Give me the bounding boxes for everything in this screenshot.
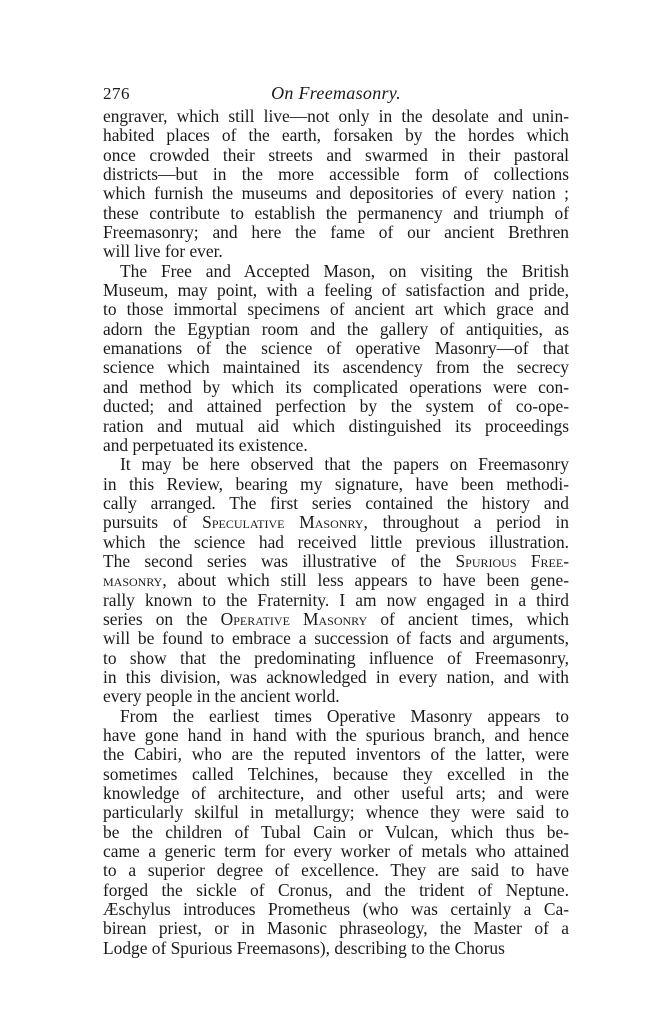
book-page: [103, 84, 569, 958]
text-line: Lodge of Spurious Freemasons), describing to the Chorus: [103, 937, 505, 958]
small-caps-term: Speculative Masonry: [202, 512, 364, 533]
text-line: in this Review, bearing my signature, have been methodi-: [103, 473, 569, 494]
text-line: to those immortal specimens of ancient art which grace and: [103, 299, 569, 320]
text-line: which furnish the museums and depositories of every nation ;: [103, 183, 569, 204]
text-line: Æschylus introduces Prometheus (who was certainly a Ca-: [103, 899, 569, 920]
text-line: masonry, about which still less appears to have been gene-: [103, 570, 569, 591]
paragraph: [103, 107, 569, 262]
text-line: particularly skilful in metallurgy; whence they were said to: [103, 802, 569, 823]
text-line: to a superior degree of excellence. They are said to have: [103, 860, 569, 881]
text-line: districts—but in the more accessible form of collections: [103, 164, 569, 185]
text-line: engraver, which still live—not only in the desolate and unin-: [103, 106, 569, 126]
body-text: [103, 107, 569, 958]
text-line: ration and mutual aid which distinguished its proceedings: [103, 415, 569, 436]
text-line: emanations of the science of operative Masonry—of that: [103, 338, 569, 359]
page-number: 276: [103, 84, 130, 103]
text-line: The second series was illustrative of the Spurious Free-: [103, 550, 569, 571]
text-line: pursuits of Speculative Masonry, throughout a period in: [103, 512, 569, 533]
paragraph: [103, 707, 569, 958]
text-line: and method by which its complicated operations were con-: [103, 376, 569, 397]
text-line: Freemasonry; and here the fame of our ancient Brethren: [103, 222, 569, 243]
text-line: Museum, may point, with a feeling of satisfaction and pride,: [103, 280, 569, 301]
text-line: these contribute to establish the permanency and triumph of: [103, 202, 569, 223]
small-caps-term: masonry: [103, 570, 163, 591]
text-line: will be found to embrace a succession of facts and arguments,: [103, 628, 569, 649]
text-line: science which maintained its ascendency from the secrecy: [103, 357, 569, 378]
text-line: to show that the predominating influence of Freemasonry,: [103, 647, 569, 668]
running-head: [103, 84, 569, 106]
text-line: The Free and Accepted Mason, on visiting the British: [120, 260, 569, 281]
text-line: and perpetuated its existence.: [103, 434, 308, 455]
text-line: forged the sickle of Cronus, and the trident of Neptune.: [103, 879, 569, 900]
text-line: sometimes called Telchines, because they excelled in the: [103, 763, 569, 784]
text-line: have gone hand in hand with the spurious branch, and hence: [103, 725, 569, 745]
small-caps-term: Spurious Free-: [455, 550, 569, 571]
text-line: From the earliest times Operative Masonry appears to: [120, 705, 569, 726]
text-line: It may be here observed that the papers on Freemasonry: [120, 454, 569, 475]
text-line: will live for ever.: [103, 241, 223, 262]
text-line: be the children of Tubal Cain or Vulcan, which thus be-: [103, 821, 569, 842]
text-line: the Cabiri, who are the reputed inventors of the latter, were: [103, 744, 569, 765]
text-line: birean priest, or in Masonic phraseology, the Master of a: [103, 918, 569, 939]
text-line: came a generic term for every worker of metals who attained: [103, 841, 569, 862]
paragraph: [103, 455, 569, 706]
text-line: in this division, was acknowledged in every nation, and with: [103, 666, 569, 687]
running-title: On Freemasonry.: [271, 83, 401, 103]
text-line: ducted; and attained perfection by the system of co-ope-: [103, 396, 569, 417]
text-line: series on the Operative Masonry of ancient times, which: [103, 608, 569, 629]
text-line: adorn the Egyptian room and the gallery of antiquities, as: [103, 318, 569, 339]
text-line: cally arranged. The first series contained the history and: [103, 492, 569, 513]
text-line: every people in the ancient world.: [103, 686, 340, 707]
text-line: knowledge of architecture, and other useful arts; and were: [103, 783, 569, 804]
text-line: once crowded their streets and swarmed in their pastoral: [103, 144, 569, 165]
text-line: habited places of the earth, forsaken by the hordes which: [103, 125, 569, 146]
text-line: which the science had received little previous illustration.: [103, 531, 569, 552]
paragraph: [103, 262, 569, 455]
text-line: rally known to the Fraternity. I am now engaged in a third: [103, 589, 569, 610]
small-caps-term: Operative Masonry: [220, 608, 368, 629]
